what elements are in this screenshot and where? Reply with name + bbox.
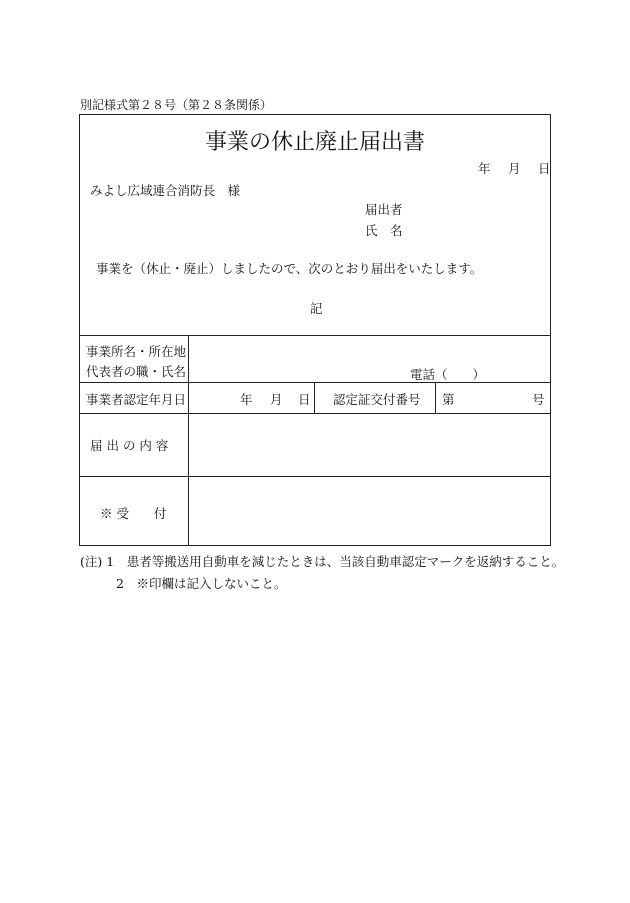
- certification-date-label: 事業者認定年月日: [86, 392, 187, 407]
- certificate-number-label: 認定証交付番号: [333, 392, 421, 407]
- applicant-name-label: 氏 名: [365, 223, 403, 238]
- table-top-border: [80, 335, 550, 336]
- phone-label: 電話（ ）: [410, 367, 486, 382]
- date-month: 月: [508, 161, 521, 176]
- notes-prefix: (注): [80, 554, 103, 569]
- cert-date-month: 月: [270, 392, 283, 407]
- date-year: 年: [478, 161, 491, 176]
- addressee: みよし広域連合消防長 様: [90, 183, 241, 198]
- date-day: 日: [538, 161, 551, 176]
- form-number-label: 別記様式第２８号（第２８条関係）: [80, 98, 273, 112]
- number-suffix: 号: [532, 392, 545, 407]
- representative-name-label: 代表者の職・氏名: [86, 364, 187, 379]
- number-prefix: 第: [442, 392, 455, 407]
- ki-label: 記: [310, 301, 323, 316]
- note-line-1: [80, 551, 564, 573]
- cert-date-year: 年: [240, 392, 253, 407]
- notification-content-label: 届 出 の 内 容: [90, 438, 169, 453]
- business-info-field[interactable]: [190, 337, 550, 381]
- applicant-label: 届出者: [365, 202, 403, 217]
- label-column-divider: [188, 335, 189, 546]
- row-divider-2: [80, 413, 550, 414]
- form-frame: [79, 114, 551, 546]
- note-item-2: 2 ※印欄は記入しないこと。: [116, 576, 287, 591]
- document-title: 事業の休止廃止届出書: [204, 130, 425, 155]
- reception-label: ※ 受 付: [100, 506, 167, 521]
- statement-text: 事業を（休止・廃止）しましたので、次のとおり届出をいたします。: [96, 261, 483, 276]
- number-column-divider: [435, 382, 436, 413]
- reception-field[interactable]: [190, 478, 550, 545]
- row-divider-3: [80, 476, 550, 477]
- note-line-2: [80, 573, 564, 595]
- business-name-address-label: 事業所名・所在地: [86, 344, 187, 359]
- date-column-divider: [314, 382, 315, 413]
- notification-content-field[interactable]: [190, 415, 550, 475]
- note-item-1: 1 患者等搬送用自動車を減じたときは、当該自動車認定マークを返納すること。: [106, 554, 565, 569]
- cert-date-day: 日: [298, 392, 311, 407]
- certificate-number-field[interactable]: [456, 384, 526, 411]
- notes-section: [80, 551, 564, 595]
